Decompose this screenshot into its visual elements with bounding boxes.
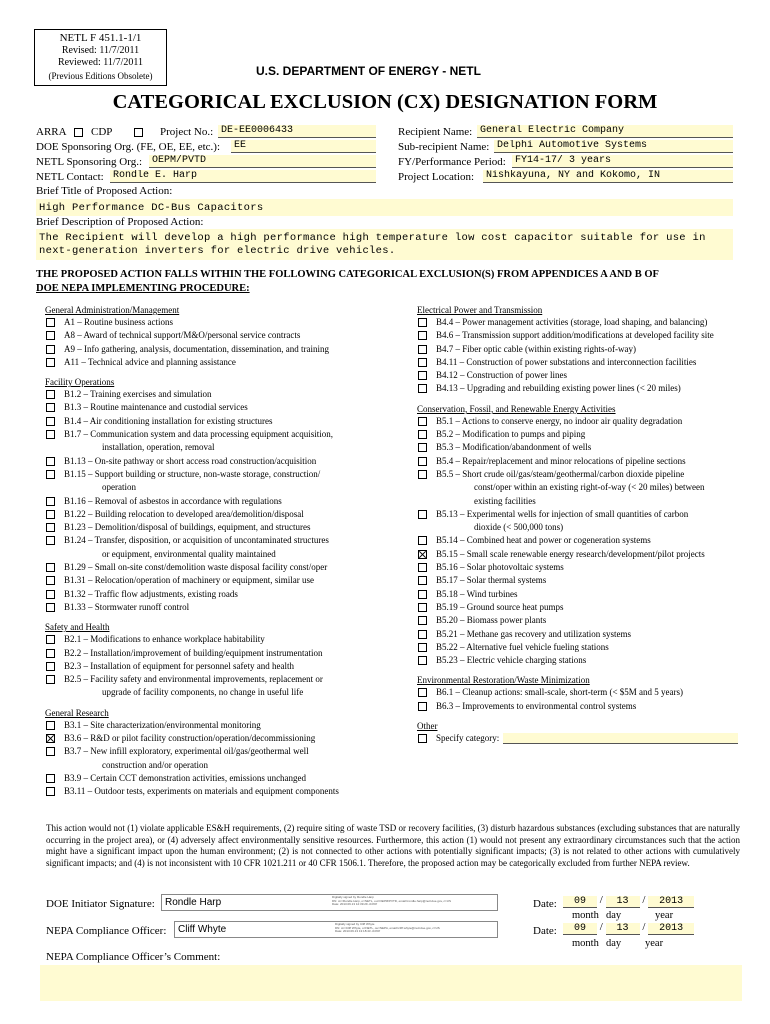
cx-item-label: B2.3 – Installation of equipment for personnel safety and health [64,660,294,671]
cx-checkbox-b1-4[interactable] [46,417,55,426]
date-month-label-1: month [572,910,599,921]
cx-item-b1-3 [45,401,405,414]
cx-item-b5-19 [417,601,747,614]
cx-item-label: B1.29 – Small on-site const/demolition waste disposal facility const/oper [64,562,328,573]
cx-item-a1 [45,316,405,329]
cx-checkbox-b1-22[interactable] [46,510,55,519]
period-label: FY/Performance Period: [398,156,506,168]
cx-checkbox-b5-13[interactable] [418,510,427,519]
officer-signature-label: NEPA Compliance Officer: [46,925,167,937]
officer-date: 09 / 13 / 2013 [563,921,694,935]
cx-checkbox-b4-4[interactable] [418,318,427,327]
cx-checkbox-b5-2[interactable] [418,430,427,439]
cx-item-label: B1.24 – Transfer, disposition, or acquisition of uncontaminated structures [64,535,329,546]
cx-checkbox-b3-7[interactable] [46,747,55,756]
cx-item-b3-1 [45,719,405,732]
cx-item-b5-3 [417,441,747,454]
cx-item-label: B1.16 – Removal of asbestos in accordance with regulations [64,495,282,506]
cx-checkbox-b5-3[interactable] [418,443,427,452]
cx-item-b1-15 [45,468,405,495]
cx-item-b1-2 [45,388,405,401]
cx-item-label: Specify category: [436,733,500,744]
cx-checkbox-b1-2[interactable] [46,390,55,399]
cx-item-label: B6.3 – Improvements to environmental control systems [436,700,637,711]
cx-item-b4-12 [417,369,747,382]
cx-checkbox-b5-5[interactable] [418,470,427,479]
revised-date: Revised: 11/7/2011 [61,44,140,56]
cx-checkbox-b1-29[interactable] [46,563,55,572]
subrecipient-label: Sub-recipient Name: [398,141,490,153]
cx-checkbox-b3-9[interactable] [46,774,55,783]
cx-item-a8 [45,329,405,342]
cx-item-b1-33 [45,601,405,614]
cx-item-b5-21 [417,628,747,641]
cx-checkbox-b5-18[interactable] [418,590,427,599]
date-year-label-2: year [645,938,664,949]
date-day-label-1: day [606,910,622,921]
cx-heading-line-2: DOE NEPA IMPLEMENTING PROCEDURE: [36,282,250,294]
cx-item-b3-7 [45,745,405,772]
cx-item-label-continuation: operation [102,482,136,493]
cx-item-label: A9 – Info gathering, analysis, documentation, dissemination, and training [64,343,329,354]
cx-item-label-continuation: construction and/or operation [102,759,208,770]
specify-category-field[interactable] [503,733,738,744]
cx-item-b5-2 [417,428,747,441]
cx-checkbox-b3-1[interactable] [46,721,55,730]
location-label: Project Location: [398,171,475,183]
cx-item-b4-11 [417,356,747,369]
cx-item-label: B1.32 – Traffic flow adjustments, existing roads [64,588,238,599]
subrecipient-field[interactable]: Delphi Automotive Systems [494,140,733,153]
cx-checkbox-b2-3[interactable] [46,662,55,671]
cx-item-label: B5.18 – Wind turbines [436,588,518,599]
cx-item-b6-1 [417,686,747,699]
cx-checkbox-b5-17[interactable] [418,576,427,585]
cx-item-b1-32 [45,588,405,601]
cx-checkbox-a8[interactable] [46,331,55,340]
section-heading-electrical-power-and-transmission: Electrical Power and Transmission [417,305,543,315]
cx-checkbox-b3-6[interactable] [46,734,55,743]
netl-org-field[interactable]: OEPM/PVTD [149,155,376,168]
cx-item-label: B4.13 – Upgrading and rebuilding existing power lines (< 20 miles) [436,383,681,394]
initiator-name: Rondle Harp [165,897,222,908]
cx-heading [36,268,659,295]
cx-checkbox-b5-4[interactable] [418,457,427,466]
section-heading-safety-and-health: Safety and Health [45,622,110,633]
right-category-column [417,304,747,745]
section-heading-facility-operations: Facility Operations [45,377,115,388]
cx-checkbox-b4-7[interactable] [418,345,427,354]
section-heading-conservation-fossil-and-renewable-energy-activities: Conservation, Fossil, and Renewable Energy Activities [417,403,616,414]
cx-item-b5-20 [417,614,747,627]
cx-checkbox-b4-11[interactable] [418,358,427,367]
cx-item-b5-5 [417,468,747,508]
cx-checkbox-b1-32[interactable] [46,590,55,599]
cx-checkbox-b6-3[interactable] [418,702,427,711]
obsolete-note: (Previous Editions Obsolete) [48,70,153,81]
initiator-date-month[interactable]: 09 [563,896,597,908]
cx-item-b5-4 [417,455,747,468]
cx-item-b5-15 [417,548,747,561]
cx-checkbox-b2-1[interactable] [46,635,55,644]
cx-checkbox-b2-5[interactable] [46,675,55,684]
cx-checkbox-b1-7[interactable] [46,430,55,439]
cx-item-b3-11 [45,785,405,798]
cx-item-label: B1.3 – Routine maintenance and custodial services [64,402,248,413]
cx-item-label: B5.1 – Actions to conserve energy, no indoor air quality degradation [436,415,683,426]
cx-checkbox-b5-22[interactable] [418,643,427,652]
cx-item-label: B1.4 – Air conditioning installation for existing structures [64,415,273,426]
cx-item-b1-7 [45,428,405,455]
date-month-label-2: month [572,938,599,949]
cx-checkbox-b1-33[interactable] [46,603,55,612]
date-label-2: Date: [533,925,557,937]
cx-item-b5-23 [417,654,747,667]
doe-org-label: DOE Sponsoring Org. (FE, OE, EE, etc.): [36,141,221,153]
section-heading-general-administration-management: General Administration/Management [45,305,180,315]
cx-checkbox-b6-1[interactable] [418,688,427,697]
cx-item-label: B5.23 – Electric vehicle charging stations [436,655,587,666]
cx-checkbox-b3-11[interactable] [46,787,55,796]
location-field[interactable]: Nishkayuna, NY and Kokomo, IN [483,170,733,183]
officer-comment-field[interactable] [40,965,742,1001]
date-day-label-2: day [606,938,622,949]
cx-item-b1-31 [45,574,405,587]
initiator-digital-signature [332,896,497,907]
cx-item-b5-18 [417,588,747,601]
cx-item-label: B5.17 – Solar thermal systems [436,575,547,586]
date-year-label-1: year [655,910,674,921]
cx-item-label: B3.6 – R&D or pilot facility construction/operation/decommissioning [64,733,316,744]
cx-item-label: A1 – Routine business actions [64,317,173,327]
initiator-signature-field[interactable] [161,894,498,911]
cx-item-label: B4.11 – Construction of power substations and interconnection facilities [436,356,697,367]
cx-checkbox-b4-6[interactable] [418,331,427,340]
officer-digital-signature [335,923,495,934]
cx-item-b2-3 [45,660,405,673]
officer-digital-line: DN: cn=Cliff Whyte, o=NETL, ou=NEPA, email=cliff.whyte@netl.doe.gov, c=US [335,925,440,930]
cx-item-label-continuation: existing facilities [474,495,536,506]
cx-item-b4-6 [417,329,747,342]
cx-checkbox-b5-19[interactable] [418,603,427,612]
cx-item-b1-29 [45,561,405,574]
cx-item-label: B1.2 – Training exercises and simulation [64,389,212,400]
officer-name: Cliff Whyte [178,924,227,935]
brief-desc-field[interactable] [36,229,733,260]
officer-digital-line: Digitally signed by Cliff Whyte [335,922,375,926]
cx-item-b3-6 [45,732,405,745]
cx-item-specify [417,732,747,745]
initiator-date-year[interactable]: 2013 [648,896,694,908]
cx-checkbox-b2-2[interactable] [46,649,55,658]
project-no-label: Project No.: [160,126,214,138]
cx-item-label: B5.20 – Biomass power plants [436,615,547,626]
cx-item-label-continuation: installation, operation, removal [102,442,215,453]
cx-item-label: A11 – Technical advice and planning assistance [64,356,236,367]
cx-item-label: B1.15 – Support building or structure, non-waste storage, construction/ [64,468,321,479]
cx-checkbox-b1-15[interactable] [46,470,55,479]
cx-checkbox-b1-16[interactable] [46,497,55,506]
cx-item-label: A8 – Award of technical support/M&O/personal service contracts [64,330,301,341]
cx-checkbox-b1-23[interactable] [46,523,55,532]
cx-item-b1-23 [45,521,405,534]
cx-item-label: B1.7 – Communication system and data processing equipment acquisition, [64,429,333,440]
cx-item-label: B2.5 – Facility safety and environmental improvements, replacement or [64,674,323,685]
cx-item-label: B5.2 – Modification to pumps and piping [436,429,586,440]
form-title: CATEGORICAL EXCLUSION (CX) DESIGNATION FORM [112,91,658,113]
cx-item-label: B5.5 – Short crude oil/gas/steam/geothermal/carbon dioxide pipeline [436,468,685,479]
cx-checkbox-b1-24[interactable] [46,536,55,545]
cx-item-b2-2 [45,647,405,660]
cx-item-label: B6.1 – Cleanup actions: small-scale, short-term (< $5M and 5 years) [436,687,684,698]
cx-item-label: B3.7 – New infill exploratory, experimental oil/gas/geothermal well [64,746,309,757]
period-field[interactable]: FY14-17/ 3 years [512,155,733,168]
cx-item-b1-16 [45,495,405,508]
doe-org-field[interactable]: EE [231,140,376,153]
cx-item-b5-13 [417,508,747,535]
cx-item-b2-1 [45,633,405,646]
cx-item-label: B5.15 – Small scale renewable energy research/development/pilot projects [436,548,705,559]
arra-label: ARRA [36,126,67,138]
cx-checkbox-a9[interactable] [46,345,55,354]
cx-item-label: B1.22 – Building relocation to developed area/demolition/disposal [64,508,304,519]
recipient-label: Recipient Name: [398,126,473,138]
cx-item-b5-22 [417,641,747,654]
cx-checkbox-b4-13[interactable] [418,384,427,393]
cx-item-b5-14 [417,534,747,547]
cx-checkbox-b5-21[interactable] [418,630,427,639]
cx-checkbox-b1-31[interactable] [46,576,55,585]
cx-checkbox-b4-12[interactable] [418,371,427,380]
cx-item-b1-13 [45,455,405,468]
cx-item-label: B5.13 – Experimental wells for injection of small quantities of carbon [436,508,689,519]
form-id-box [34,29,167,86]
cx-item-b5-16 [417,561,747,574]
cx-item-label: B1.23 – Demolition/disposal of buildings, equipment, and structures [64,522,311,533]
section-heading-general-research: General Research [45,707,109,718]
netl-contact-field[interactable]: Rondle E. Harp [110,170,376,183]
cx-item-label: B3.1 – Site characterization/environmental monitoring [64,719,261,730]
cx-item-label: B2.2 – Installation/improvement of building/equipment instrumentation [64,647,323,658]
cx-item-label: B5.3 – Modification/abandonment of wells [436,442,592,453]
cx-checkbox-b5-14[interactable] [418,536,427,545]
recipient-field[interactable]: General Electric Company [477,125,733,138]
netl-contact-label: NETL Contact: [36,171,104,183]
cx-item-b3-9 [45,772,405,785]
cx-item-label: B2.1 – Modifications to enhance workplace habitability [64,634,265,645]
officer-digital-line: Date: 2013.09.13 13:18:43 -04'00' [335,929,381,934]
cx-heading-line-1: THE PROPOSED ACTION FALLS WITHIN THE FOLLOWING CATEGORICAL EXCLUSION(S) FROM APPENDICES A AND B OF [36,269,659,280]
cx-checkbox-b5-1[interactable] [418,417,427,426]
cx-item-label: B4.7 – Fiber optic cable (within existing rights-of-way) [436,343,636,354]
cx-item-label: B5.22 – Alternative fuel vehicle fueling stations [436,641,609,652]
cx-item-b4-4 [417,316,747,329]
cx-item-b4-7 [417,343,747,356]
brief-desc-line-2: next-generation inverters for electric drive vehicles. [39,245,396,257]
brief-title-field[interactable]: High Performance DC-Bus Capacitors [36,199,733,216]
netl-org-label: NETL Sponsoring Org.: [36,156,143,168]
cx-item-b1-22 [45,508,405,521]
officer-comment-label: NEPA Compliance Officer’s Comment: [46,951,221,963]
cx-item-b5-1 [417,415,747,428]
cx-item-label-continuation: dioxide (< 500,000 tons) [474,522,564,533]
cx-item-label-continuation: upgrade of facility components, no change in useful life [102,687,304,698]
cx-item-a9 [45,343,405,356]
department-heading: U.S. DEPARTMENT OF ENERGY - NETL [256,64,481,78]
cx-item-b1-4 [45,415,405,428]
left-category-column [45,304,405,799]
cx-item-label: B1.33 – Stormwater runoff control [64,601,190,612]
cx-item-label: B5.4 – Repair/replacement and minor relocations of pipeline sections [436,455,686,466]
cx-item-label-continuation: or equipment, environmental quality maintained [102,548,276,559]
officer-signature-field[interactable] [174,921,498,938]
form-number: NETL F 451.1-1/1 [59,32,142,44]
brief-desc-label: Brief Description of Proposed Action: [36,216,204,228]
cdp-checkbox[interactable] [134,128,143,137]
section-heading-other: Other [417,721,438,732]
initiator-digital-line: Digitally signed by Rondle Harp [332,895,374,899]
cx-item-label: B5.14 – Combined heat and power or cogeneration systems [436,535,651,546]
section-heading-environmental-restoration-waste-minimization: Environmental Restoration/Waste Minimization [417,675,590,686]
brief-desc-line-1: The Recipient will develop a high performance high temperature low cost capacitor suitable for use in [39,232,706,244]
cx-checkbox-b5-20[interactable] [418,616,427,625]
cx-checkbox-specify[interactable] [418,734,427,743]
initiator-date: 09 / 13 / 2013 [563,894,694,908]
date-label-1: Date: [533,898,557,910]
officer-date-day[interactable]: 13 [606,923,640,935]
brief-title-label: Brief Title of Proposed Action: [36,185,173,197]
cx-item-label: B5.19 – Ground source heat pumps [436,601,564,612]
project-no-field[interactable]: DE-EE0006433 [218,125,376,138]
cx-item-b4-13 [417,382,747,395]
cx-item-a11 [45,356,405,369]
cx-checkbox-b1-13[interactable] [46,457,55,466]
initiator-signature-label: DOE Initiator Signature: [46,898,155,910]
officer-date-month[interactable]: 09 [563,923,597,935]
cx-checkbox-b5-23[interactable] [418,656,427,665]
cx-item-label: B4.4 – Power management activities (storage, load shaping, and balancing) [436,317,708,327]
cx-item-label: B4.12 – Construction of power lines [436,370,567,381]
cx-checkbox-b1-3[interactable] [46,403,55,412]
cx-item-label: B3.11 – Outdoor tests, experiments on materials and equipment components [64,786,339,797]
cx-item-label-continuation: const/oper within an existing right-of-way (< 20 miles) between [474,482,705,493]
cx-item-label: B3.9 – Certain CCT demonstration activities, emissions unchanged [64,772,307,783]
reviewed-date: Reviewed: 11/7/2011 [57,57,144,68]
cx-item-label: B1.13 – On-site pathway or short access road construction/acquisition [64,455,317,466]
cx-checkbox-b5-15[interactable] [418,550,427,559]
cx-checkbox-a1[interactable] [46,318,55,327]
exclusion-statement: This action would not (1) violate applicable ES&H requirements, (2) require siting of waste TSD or recovery facilities, (3) disturb hazardous substances (excluding substances that are naturally occurring in the project area), or (4) adversely affect environmentally sensitive resources. Furthermore, this action (1) would not present any extraordinary circumstances such that the action might have a significant impact upon the human environment; (2) is not connected to other actions with potentially significant impacts; (3) is not related to other actions with cumulatively significant impacts; and (4) is not inconsistent with 10 CFR 1021.211 or 40 CFR 1506.1. Therefore, the proposed action may be categorically excluded from further NEPA review. [46,823,740,868]
cx-item-label: B5.16 – Solar photovoltaic systems [436,562,564,573]
officer-date-year[interactable]: 2013 [648,923,694,935]
cx-item-label: B1.31 – Relocation/operation of machinery or equipment, similar use [64,575,314,586]
initiator-digital-line: Date: 2013.09.13 12:39:29 -04'00' [332,902,378,907]
cx-item-b5-17 [417,574,747,587]
cx-item-label: B4.6 – Transmission support addition/modifications at developed facility site [436,330,714,341]
cx-item-b2-5 [45,673,405,700]
cx-item-label: B5.21 – Methane gas recovery and utilization systems [436,628,631,639]
cx-checkbox-b5-16[interactable] [418,563,427,572]
initiator-date-day[interactable]: 13 [606,896,640,908]
cdp-label: CDP [91,126,113,138]
arra-checkbox[interactable] [74,128,83,137]
cx-checkbox-a11[interactable] [46,358,55,367]
cx-item-b1-24 [45,534,405,561]
cx-item-b6-3 [417,700,747,713]
initiator-digital-line: DN: cn=Rondle Harp, o=NETL, ou=OEPM/PVTD, email=rondle.harp@netl.doe.gov, c=US [332,898,451,903]
